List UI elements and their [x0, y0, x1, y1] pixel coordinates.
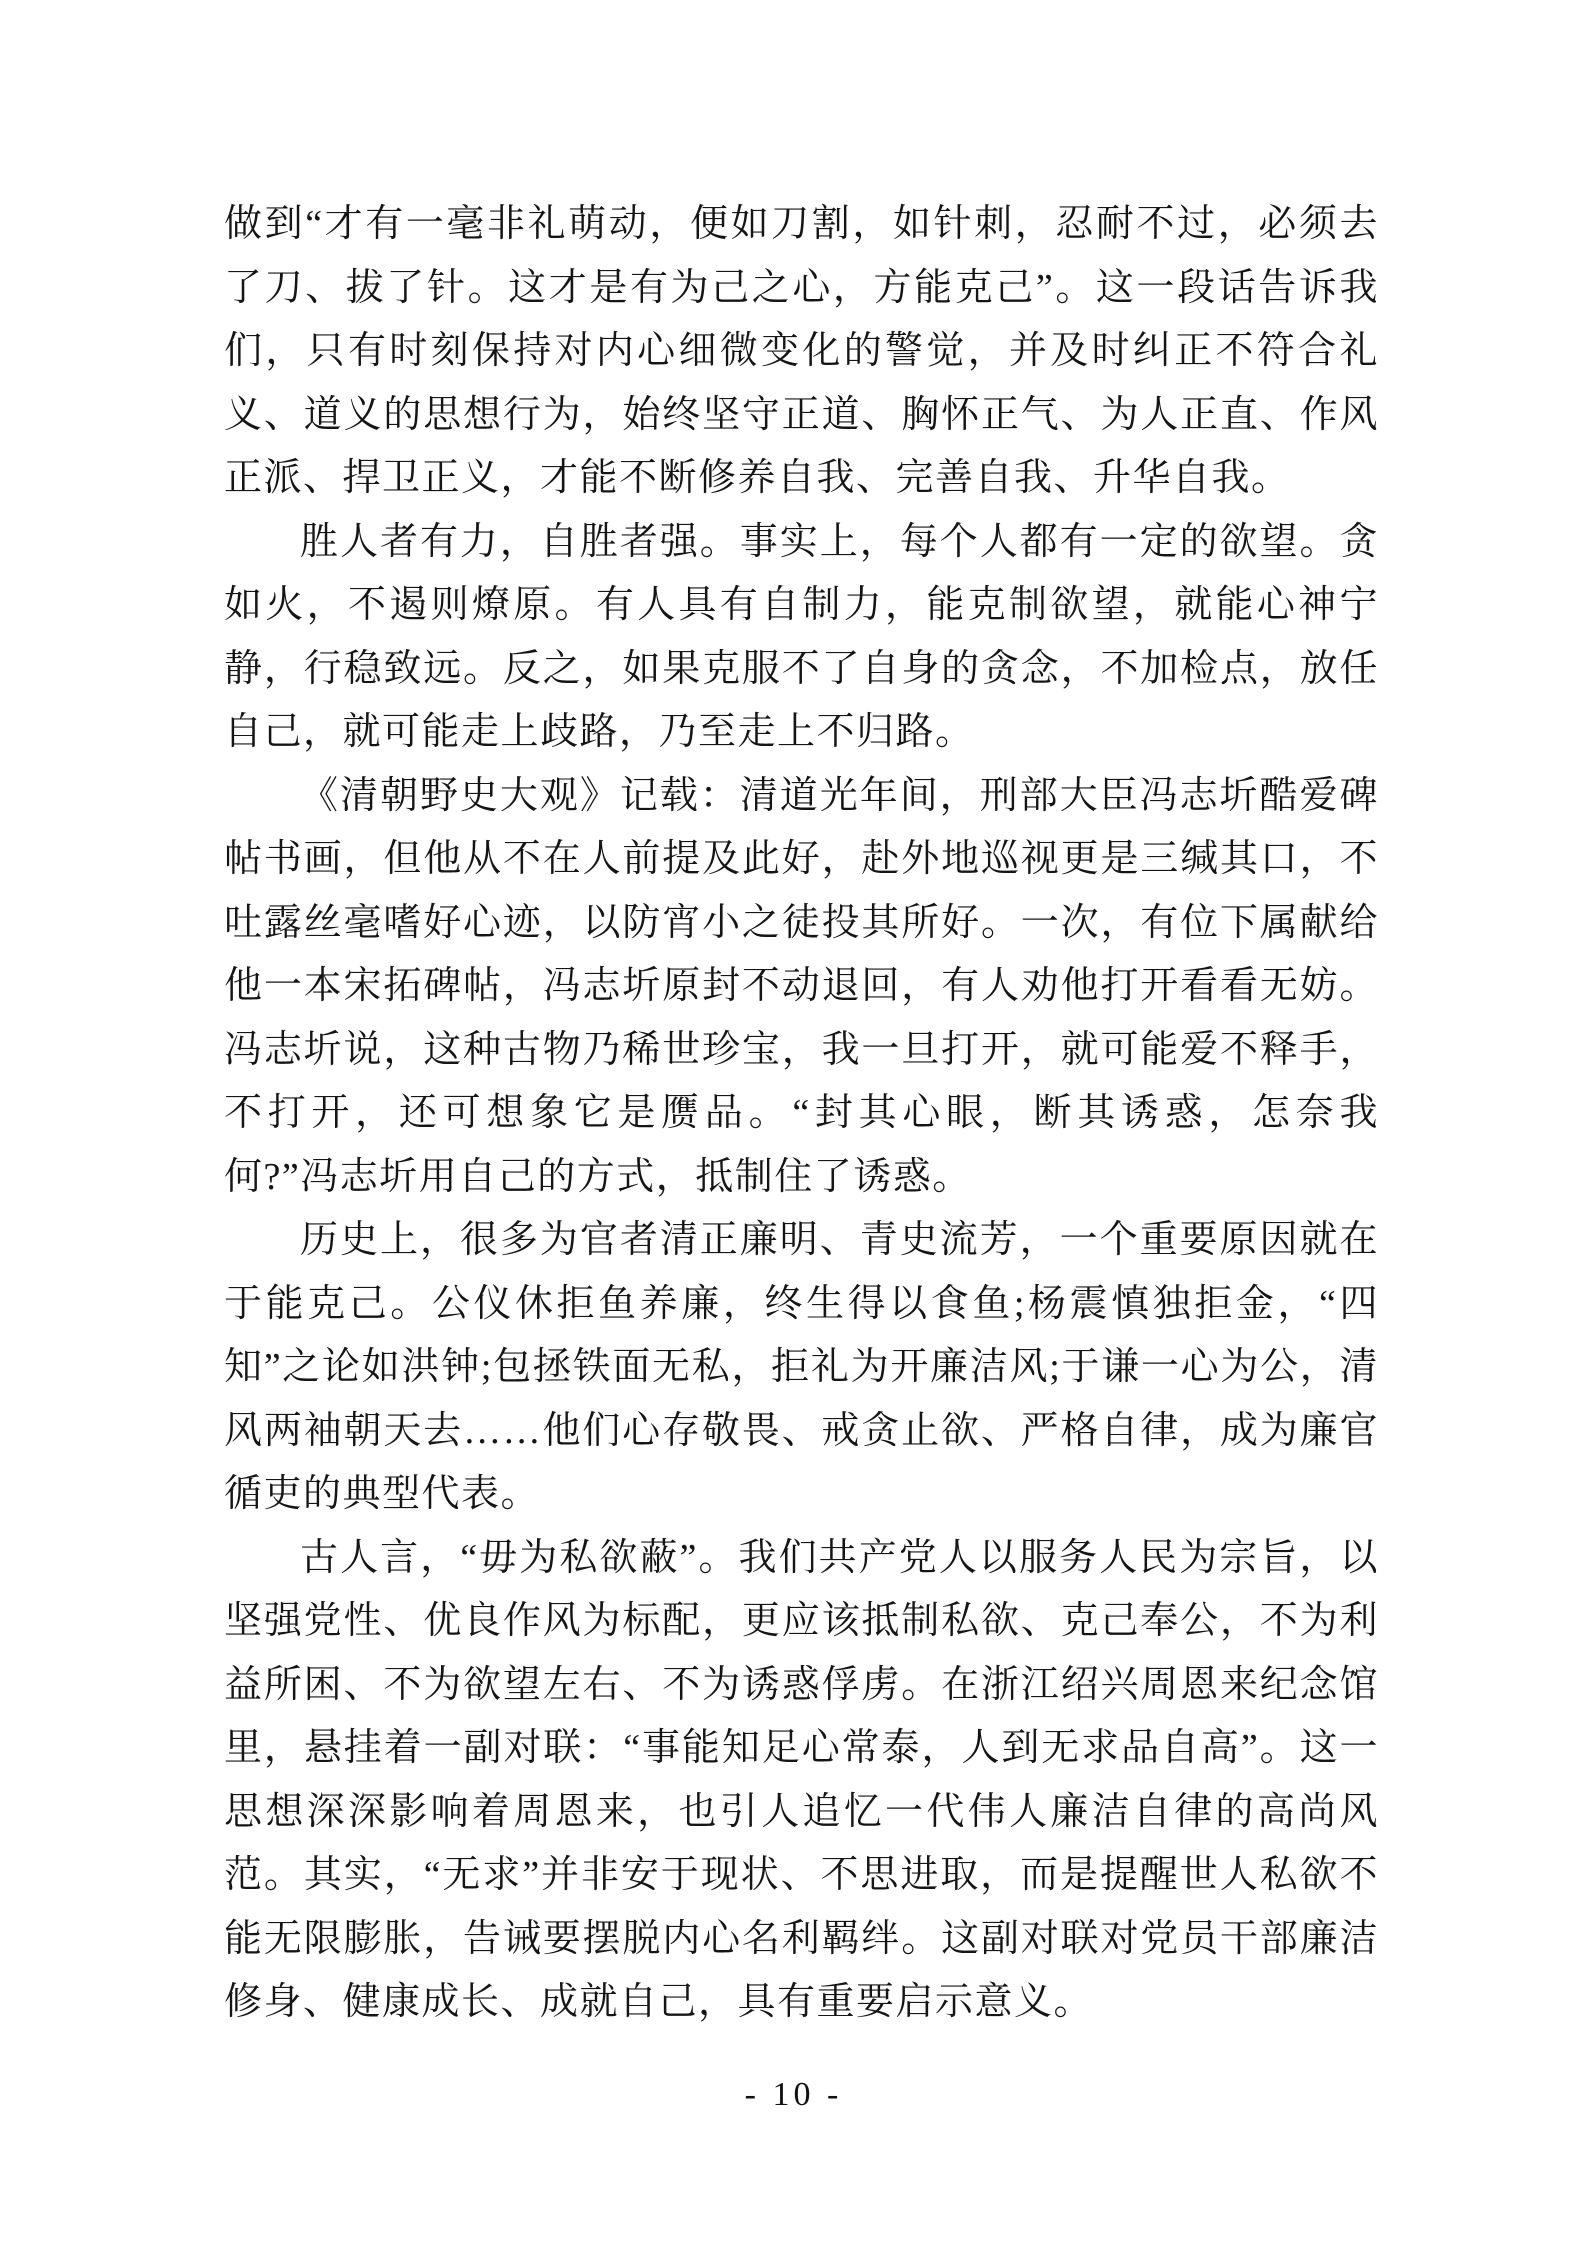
paragraph-5: 古人言，“毋为私欲蔽”。我们共产党人以服务人民为宗旨，以坚强党性、优良作风为标配，更应该抵制私欲、克己奉公，不为利益所困、不为欲望左右、不为诱惑俘虏。在浙江绍兴周恩来纪念馆里，悬挂着一副对联：“事能知足心常泰，人到无求品自高”。这一思想深深影响着周恩来，也引人追忆一代伟人廉洁自律的高尚风范。其实，“无求”并非安于现状、不思进取，而是提醒世人私欲不能无限膨胀，告诫要摆脱内心名利羁绊。这副对联对党员干部廉洁修身、健康成长、成就自己，具有重要启示意义。 — [224, 1536, 1379, 2023]
text-block — [224, 193, 1379, 2035]
paragraph-3: 《清朝野史大观》记载：清道光年间，刑部大臣冯志圻酷爱碑帖书画，但他从不在人前提及此好，赴外地巡视更是三缄其口，不吐露丝毫嗜好心迹，以防宵小之徒投其所好。一次，有位下属献给他一本宋拓碑帖，冯志圻原封不动退回，有人劝他打开看看无妨。冯志圻说，这种古物乃稀世珍宝，我一旦打开，就可能爱不释手，不打开，还可想象它是赝品。“封其心眼，断其诱惑，怎奈我何?”冯志圻用自己的方式，抵制住了诱惑。 — [224, 774, 1379, 1198]
paragraph-1: 做到“才有一毫非礼萌动，便如刀割，如针刺，忍耐不过，必须去了刀、拔了针。这才是有为己之心，方能克己”。这一段话告诉我们，只有时刻保持对内心细微变化的警觉，并及时纠正不符合礼义、道义的思想行为，始终坚守正道、胸怀正气、为人正直、作风正派、捍卫正义，才能不断修养自我、完善自我、升华自我。 — [224, 203, 1379, 499]
paragraph-4: 历史上，很多为官者清正廉明、青史流芳，一个重要原因就在于能克己。公仪休拒鱼养廉，终生得以食鱼;杨震慎独拒金，“四知”之论如洪钟;包拯铁面无私，拒礼为开廉洁风;于谦一心为公，清风两袖朝天去……他们心存敬畏、戒贪止欲、严格自律，成为廉官循吏的典型代表。 — [224, 1219, 1379, 1515]
paragraph-2: 胜人者有力，自胜者强。事实上，每个人都有一定的欲望。贪如火，不遏则燎原。有人具有自制力，能克制欲望，就能心神宁静，行稳致远。反之，如果克服不了自身的贪念，不加检点，放任自己，就可能走上歧路，乃至走上不归路。 — [224, 520, 1379, 753]
page-number: - 10 - — [744, 2076, 843, 2113]
